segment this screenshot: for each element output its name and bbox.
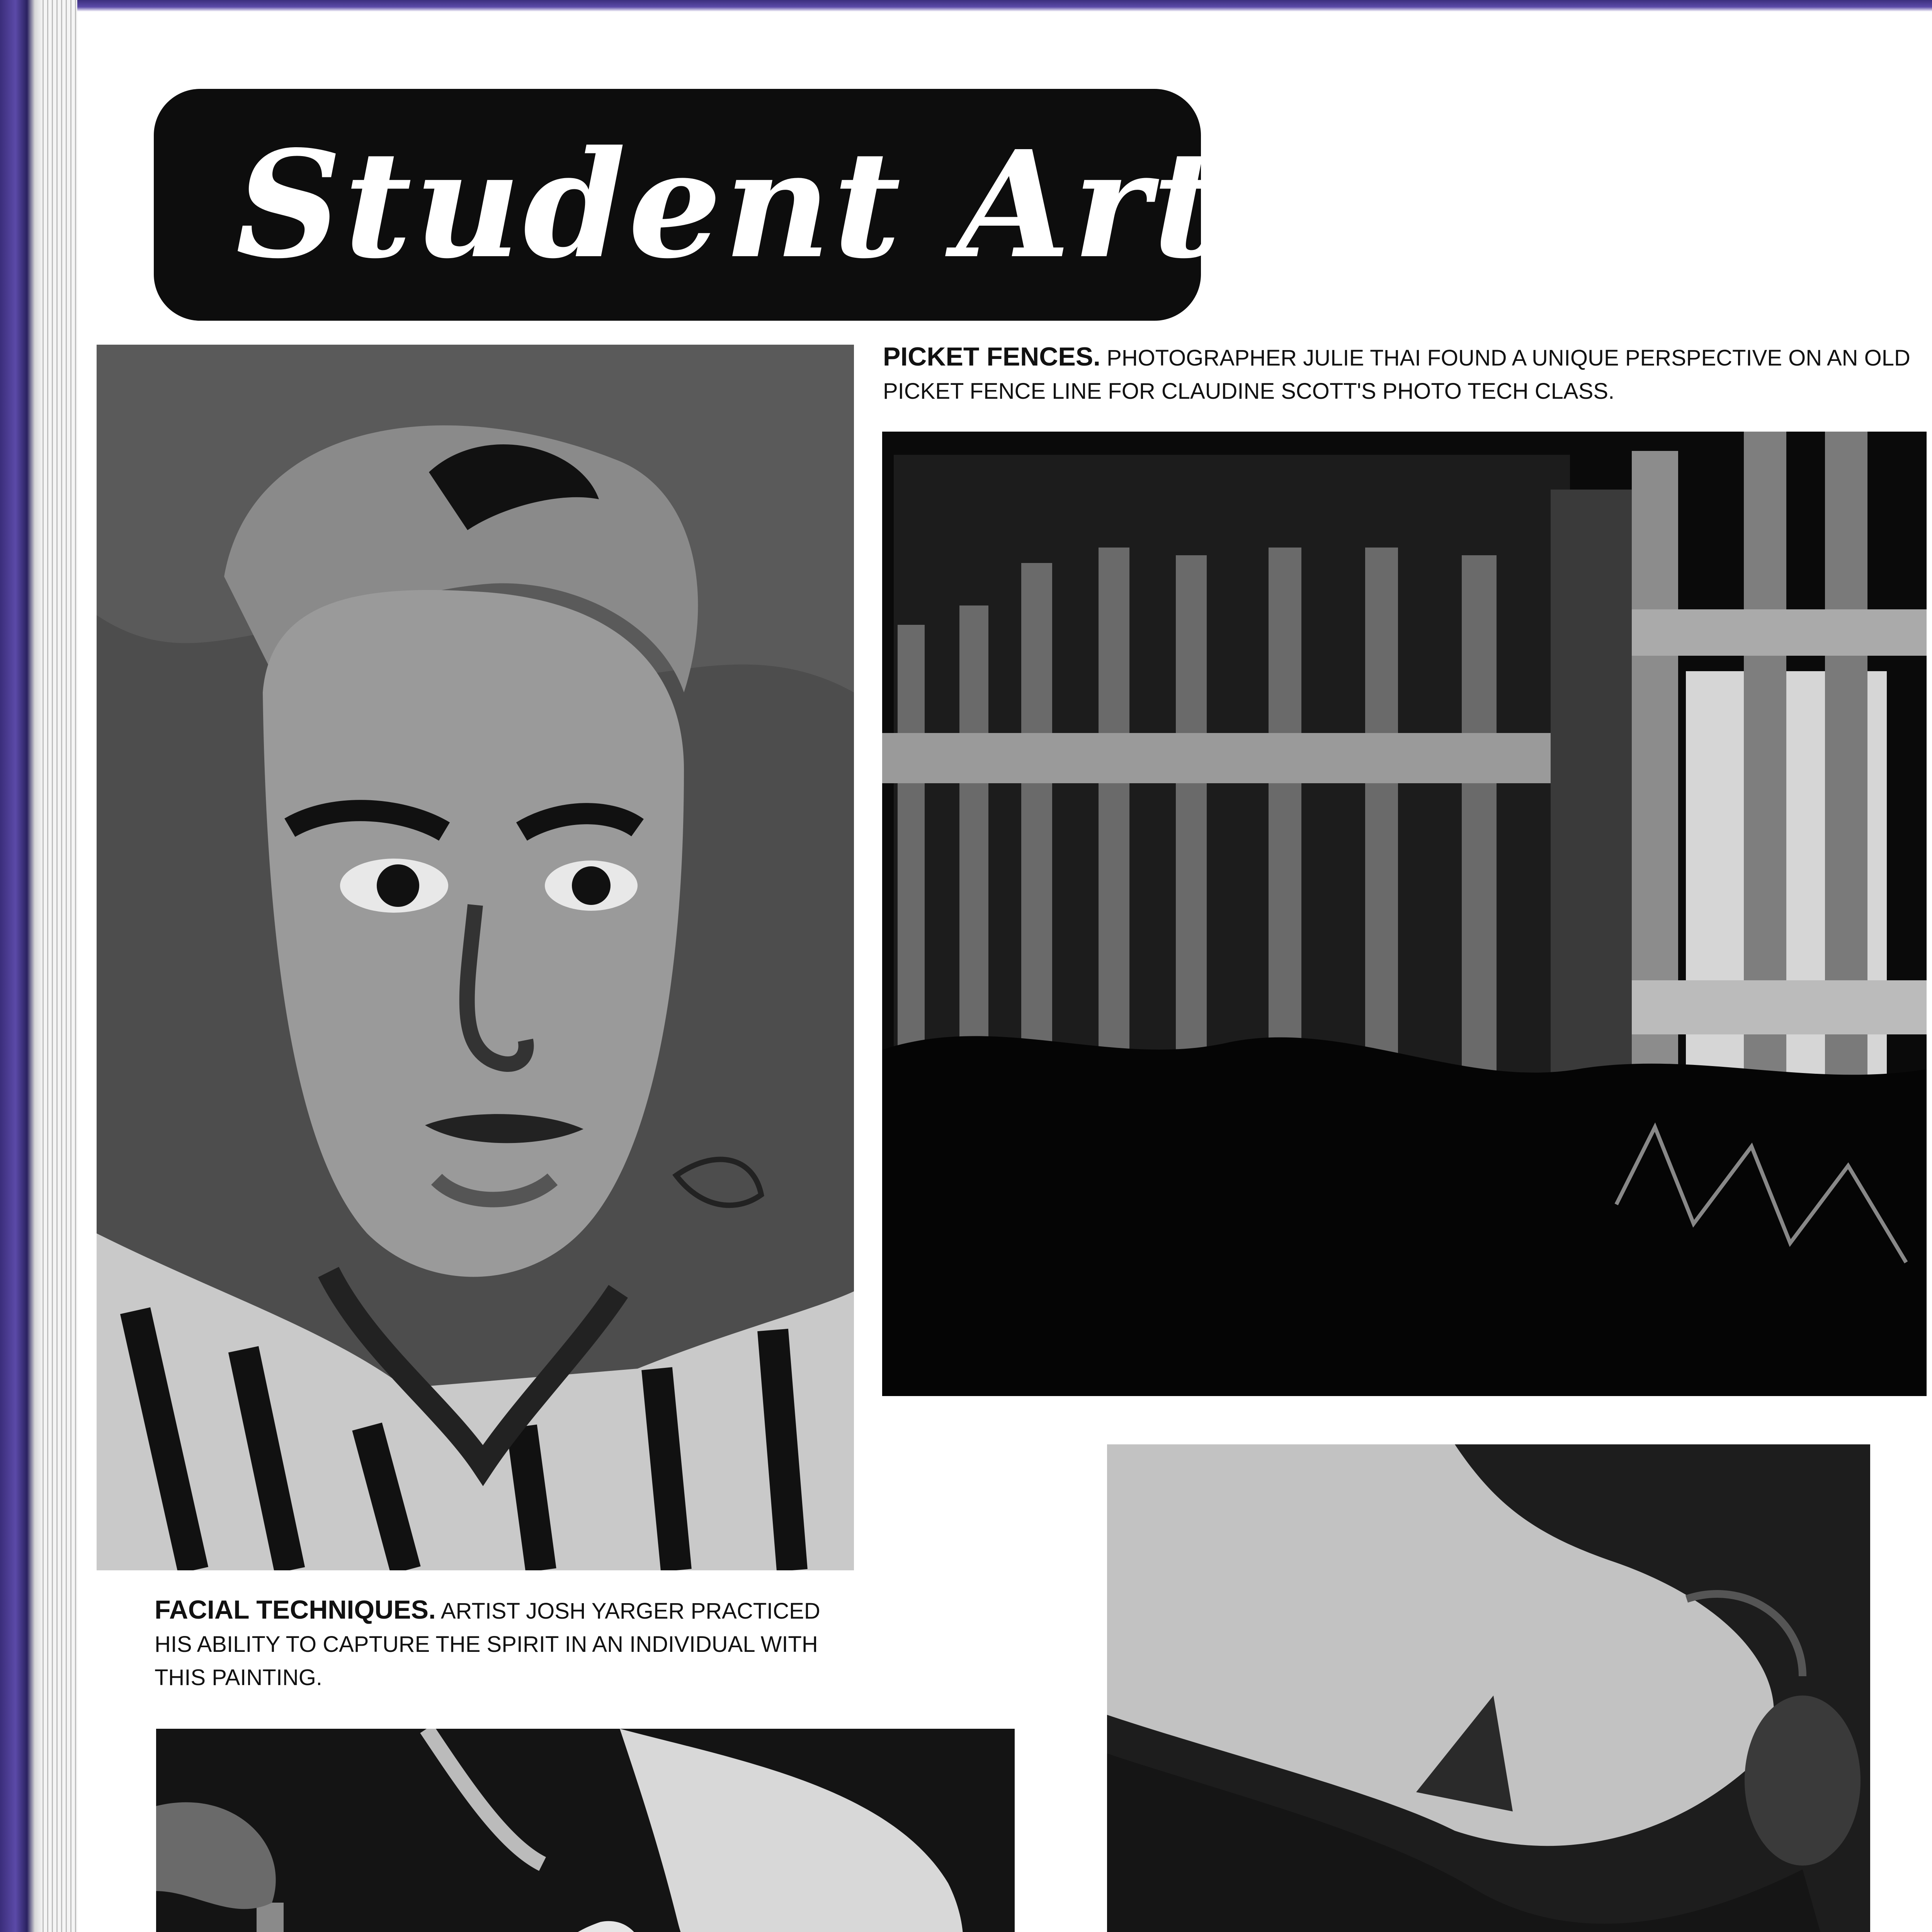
caption-lead: FACIAL TECHNIQUES. — [155, 1595, 436, 1624]
charcoal-drawing-image — [1107, 1444, 1870, 1932]
page-title: Student Art — [236, 118, 1223, 291]
page-edges — [43, 0, 77, 1932]
colorful-art-image — [156, 1729, 1015, 1932]
portrait-painting-image — [97, 345, 854, 1570]
page-top-edge — [0, 0, 1932, 12]
caption-text: PHOTOGRAPHER JULIE THAI FOUND A UNIQUE PERSPECTIVE ON AN OLD PICKET FENCE LINE FOR CLAUDINE SCOTT'S PHOTO TECH CLASS. — [883, 345, 1910, 404]
caption-lead: PICKET FENCES. — [883, 342, 1100, 371]
caption-text: ARTIST JOSH YARGER PRACTICED HIS ABILITY TO CAPTURE THE SPIRIT IN AN INDIVIDUAL WITH THIS PAINTING. — [155, 1599, 820, 1690]
facial-techniques-caption — [155, 1593, 858, 1694]
picket-fence-photo — [882, 432, 1927, 1396]
picket-fence-caption — [883, 340, 1932, 408]
